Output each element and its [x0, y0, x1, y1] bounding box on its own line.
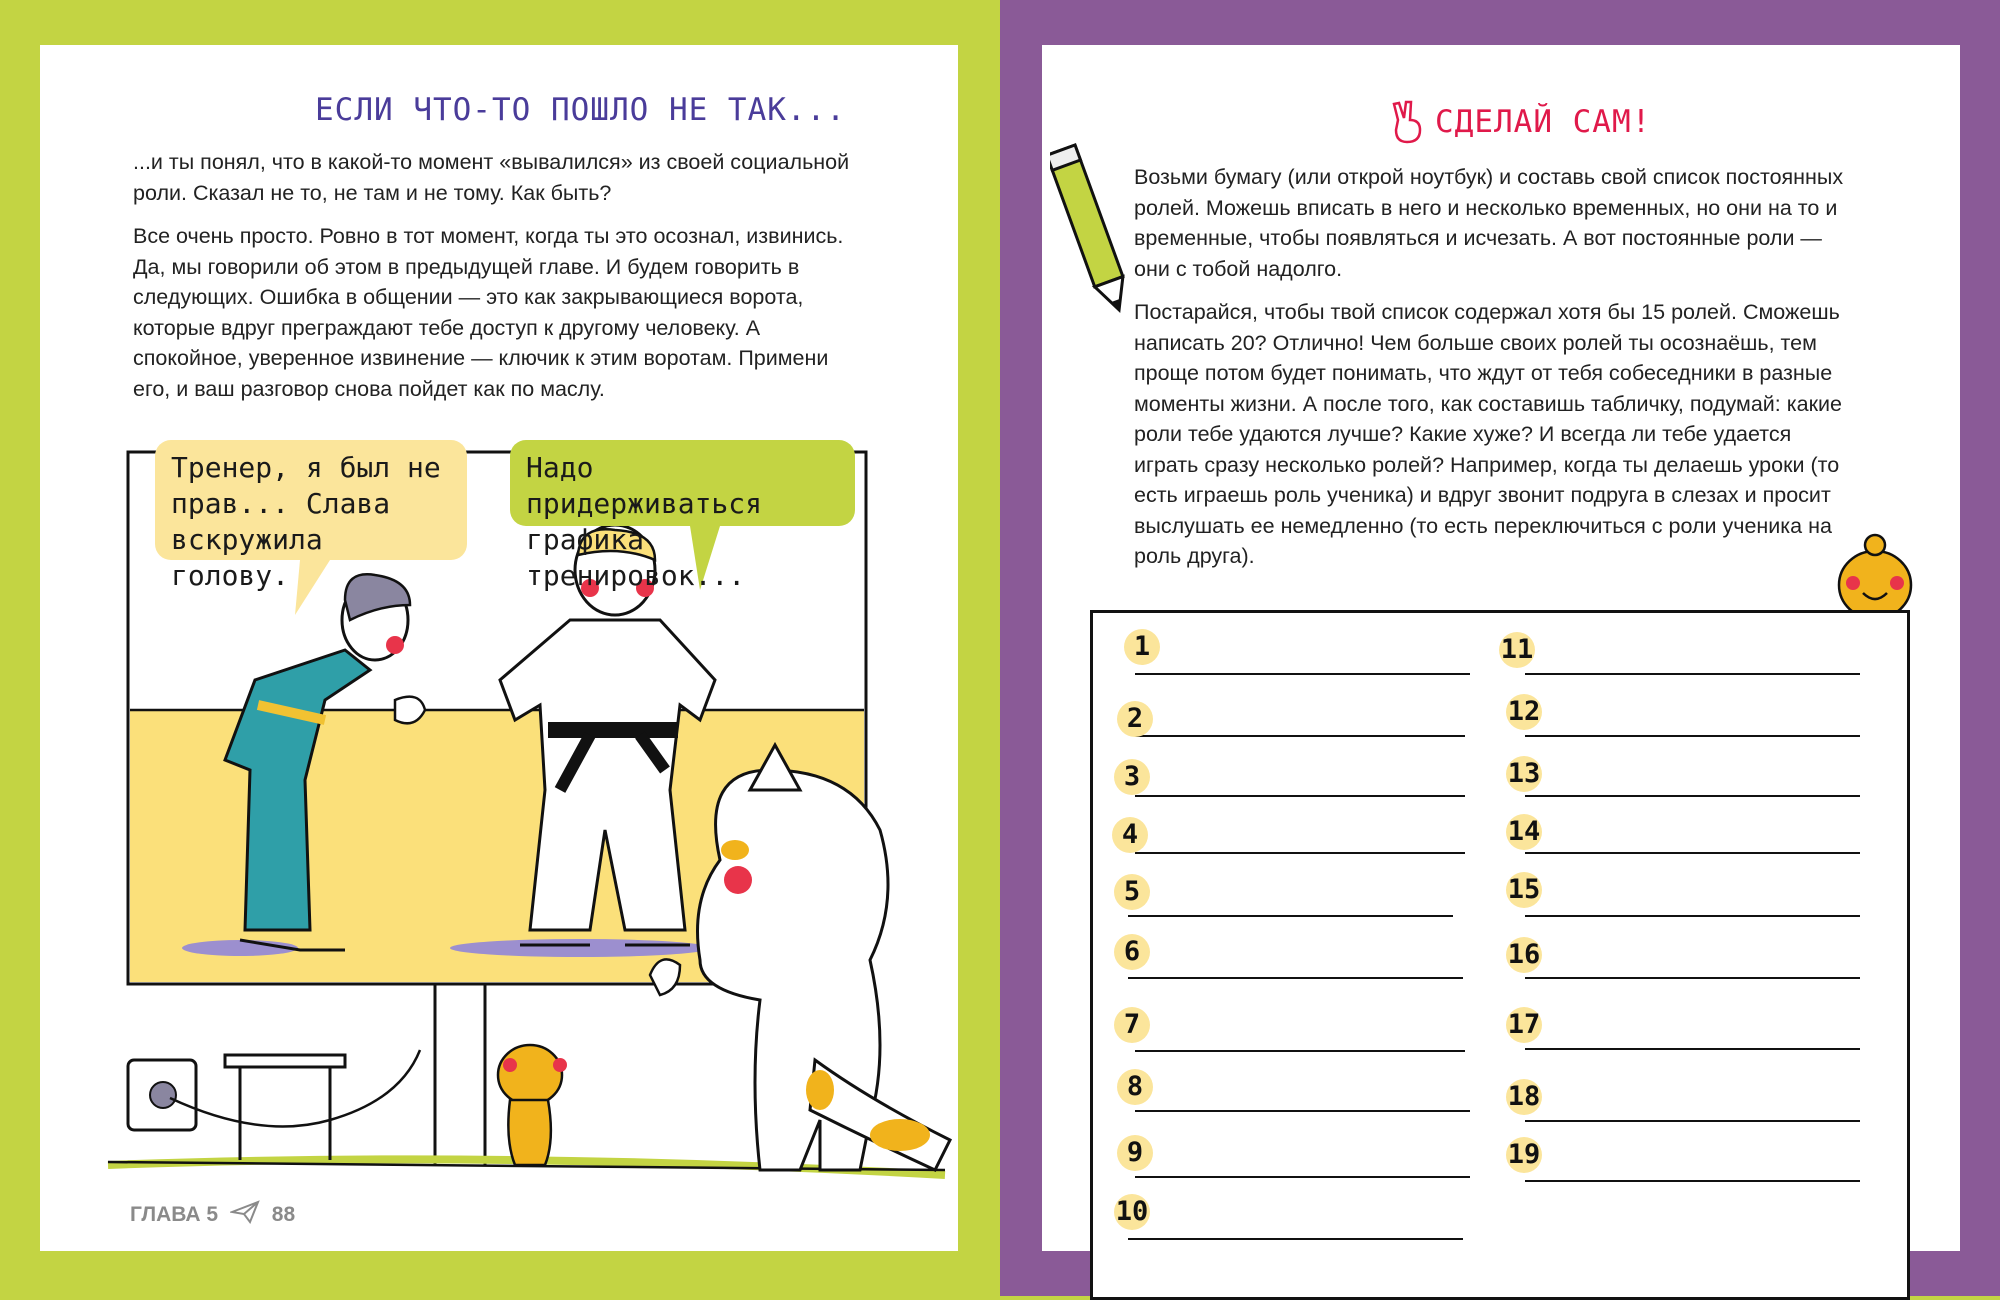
- list-number: 8: [1113, 1065, 1157, 1109]
- left-page-title: ЕСЛИ ЧТО-ТО ПОШЛО НЕ ТАК...: [315, 92, 846, 128]
- write-line[interactable]: [1525, 852, 1860, 854]
- list-number: 4: [1108, 813, 1152, 857]
- page-footer: [130, 1200, 295, 1230]
- write-line[interactable]: [1525, 1120, 1860, 1122]
- write-line[interactable]: [1525, 673, 1860, 675]
- write-line[interactable]: [1525, 795, 1860, 797]
- right-paragraph: Возьми бумагу (или открой ноутбук) и составь свой список постоянных ролей. Можешь вписать в него и несколько временных, но они на то и временные, чтобы появляться и исчезать. А вот постоянные роли — они с тобой надолго.: [1134, 165, 1844, 281]
- left-paragraph: ...и ты понял, что в какой-то момент «вывалился» из своей социальной роли. Сказал не то, не там и не тому. Как быть?: [133, 150, 850, 205]
- write-line[interactable]: [1525, 915, 1860, 917]
- speech-bubble-coach: Надо придерживаться графика тренировок...: [510, 440, 855, 526]
- list-number: 15: [1502, 868, 1546, 912]
- list-number: 18: [1502, 1075, 1546, 1119]
- list-number: 14: [1502, 810, 1546, 854]
- write-line[interactable]: [1135, 852, 1465, 854]
- list-number: 5: [1110, 870, 1154, 914]
- write-line[interactable]: [1135, 673, 1470, 675]
- list-number: 11: [1495, 628, 1539, 672]
- small-creature: [498, 1045, 567, 1165]
- list-number: 19: [1502, 1133, 1546, 1177]
- write-line[interactable]: [1135, 735, 1465, 737]
- right-paragraph: Постарайся, чтобы твой список содержал хотя бы 15 ролей. Сможешь написать 20? Отлично! Чем больше своих ролей ты осознаёшь, тем проще потом будет понимать, что ждут от тебя собеседники в разные моменты жизни. А после того, как составишь табличку, подумай: какие роли тебе удаются лучше? Какие хуже? И всегда ли тебе удается играть сразу несколько ролей? Например, когда ты делаешь уроки (то есть играешь роль ученика) и вдруг звонит подруга в слезах и просит выслушать ее немедленно (то есть переключиться с роли ученика на роль друга).: [1134, 300, 1842, 568]
- write-line[interactable]: [1128, 977, 1463, 979]
- write-line[interactable]: [1135, 795, 1465, 797]
- list-number: 7: [1110, 1003, 1154, 1047]
- write-line[interactable]: [1525, 1180, 1860, 1182]
- roles-list-sheet: [1090, 610, 1910, 1300]
- victory-hand-icon: [1390, 100, 1426, 144]
- write-line[interactable]: [1128, 915, 1453, 917]
- write-line[interactable]: [1135, 1050, 1465, 1052]
- write-line[interactable]: [1525, 1048, 1860, 1050]
- list-number: 2: [1113, 697, 1157, 741]
- write-line[interactable]: [1525, 977, 1860, 979]
- page-number: 88: [271, 1203, 296, 1226]
- list-number: 1: [1120, 625, 1164, 669]
- pencil-icon: [1050, 135, 1130, 325]
- shadow: [450, 939, 710, 957]
- list-number: 3: [1110, 755, 1154, 799]
- list-number: 6: [1110, 930, 1154, 974]
- chapter-label: ГЛАВА 5: [130, 1203, 219, 1226]
- list-number: 12: [1502, 690, 1546, 734]
- list-number: 17: [1502, 1003, 1546, 1047]
- left-paragraph: Все очень просто. Ровно в тот момент, когда ты это осознал, извинись. Да, мы говорили об этом в предыдущей главе. И будем говорить в следующих. Ошибка в общении — это как закрывающиеся ворота, которые вдруг преграждают тебе доступ к другому человеку. А спокойное, уверенное извинение — ключик к этим воротам. Примени его, и ваш разговор снова пойдет как по маслу.: [133, 224, 844, 401]
- right-page-body: [1134, 162, 1859, 585]
- list-number: 10: [1110, 1190, 1154, 1234]
- paper-plane-icon: [230, 1200, 260, 1230]
- list-number: 13: [1502, 752, 1546, 796]
- right-page-title: СДЕЛАЙ САМ!: [1435, 104, 1652, 140]
- speech-bubble-student: Тренер, я был не прав... Слава вскружила голову.: [155, 440, 467, 560]
- write-line[interactable]: [1135, 1110, 1470, 1112]
- list-number: 16: [1502, 933, 1546, 977]
- write-line[interactable]: [1525, 735, 1860, 737]
- write-line[interactable]: [1135, 1176, 1470, 1178]
- judo-illustration: [0, 0, 1000, 1296]
- list-number: 9: [1113, 1131, 1157, 1175]
- write-line[interactable]: [1128, 1238, 1463, 1240]
